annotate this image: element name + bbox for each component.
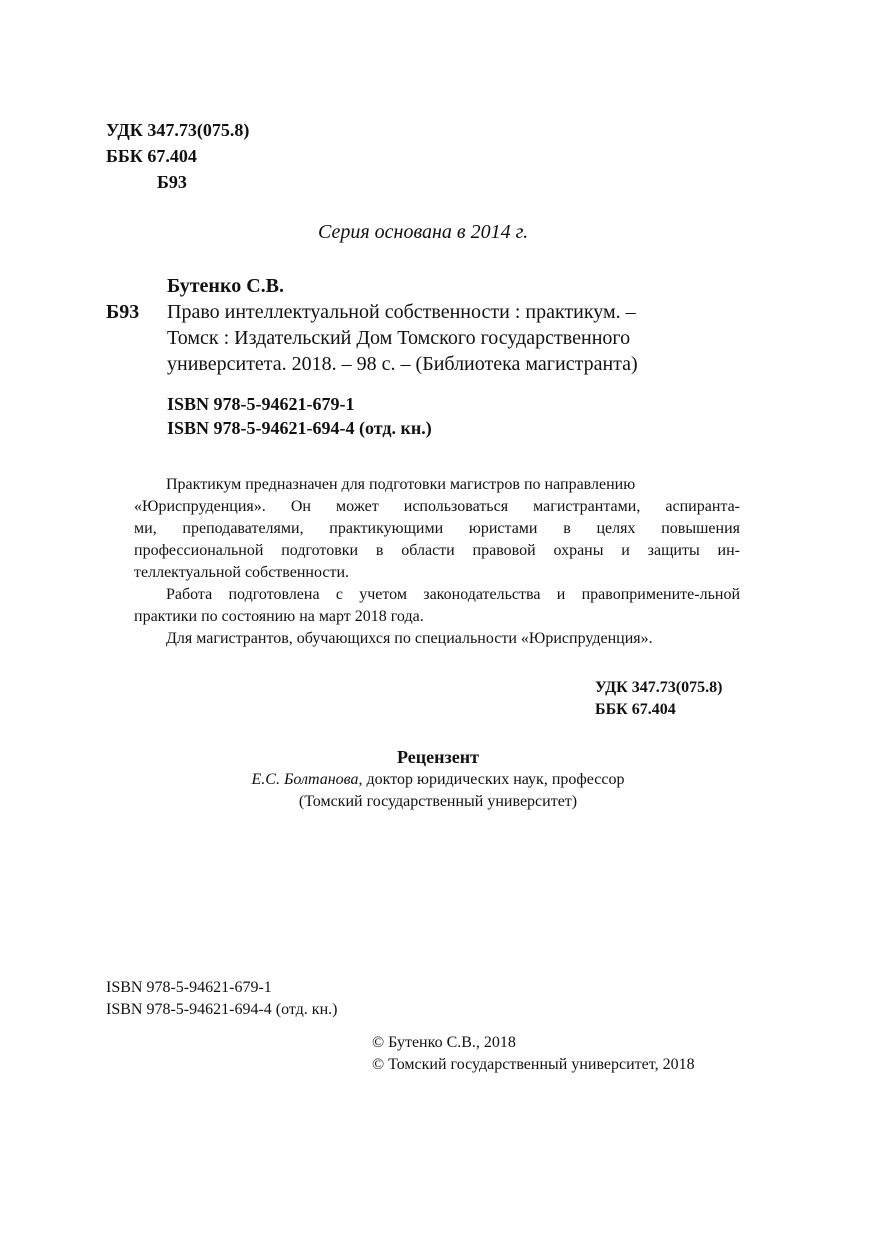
abstract-line: профессиональной подготовки в области правовой охраны и защиты ин- — [134, 542, 740, 559]
abstract-line: Практикум предназначен для подготовки магистров по направлению — [166, 476, 636, 493]
footer-copyright-university: © Томский государственный университет, 2018 — [372, 1056, 695, 1073]
footer-copyright-author: © Бутенко С.В., 2018 — [372, 1034, 516, 1051]
catalog-mark: Б93 — [106, 301, 140, 323]
classification-udk: УДК 347.73(075.8) — [595, 679, 723, 696]
header-udk: УДК 347.73(075.8) — [106, 120, 250, 140]
abstract-paragraph-3: Для магистрантов, обучающихся по специальности «Юриспруденция». — [166, 630, 653, 647]
catalog-title-line-1: Право интеллектуальной собственности : практикум. – — [167, 301, 636, 323]
reviewer-credentials: , доктор юридических наук, профессор — [358, 771, 625, 788]
header-author-mark: Б93 — [157, 172, 187, 192]
footer-isbn-2: ISBN 978-5-94621-694-4 (отд. кн.) — [106, 1001, 338, 1018]
footer-isbn-1: ISBN 978-5-94621-679-1 — [106, 979, 272, 996]
abstract-line: практики по состоянию на март 2018 года. — [134, 608, 424, 625]
reviewer-affiliation: (Томский государственный университет) — [298, 793, 578, 810]
abstract-line: «Юриспруденция». Он может использоваться магистрантами, аспиранта- — [134, 498, 740, 515]
catalog-title-line-2: Томск : Издательский Дом Томского государственного — [167, 327, 631, 349]
reviewer-name: Е.С. Болтанова — [251, 771, 359, 788]
abstract-line: ми, преподавателями, практикующими юристами в целях повышения — [134, 520, 740, 537]
catalog-isbn-2: ISBN 978-5-94621-694-4 (отд. кн.) — [167, 418, 432, 438]
catalog-isbn-1: ISBN 978-5-94621-679-1 — [167, 394, 355, 414]
catalog-title-line-3: университета. 2018. – 98 с. – (Библиотека магистранта) — [167, 353, 638, 375]
catalog-author: Бутенко С.В. — [167, 275, 284, 297]
header-bbk: ББК 67.404 — [106, 146, 197, 166]
classification-bbk: ББК 67.404 — [595, 701, 676, 718]
abstract-line: теллектуальной собственности. — [134, 564, 350, 581]
reviewer-heading: Рецензент — [397, 747, 479, 767]
reviewer-line — [0, 769, 876, 791]
series-note: Серия основана в 2014 г. — [318, 221, 529, 243]
abstract-line: Работа подготовлена с учетом законодательства и правопримените-льной — [166, 586, 740, 603]
